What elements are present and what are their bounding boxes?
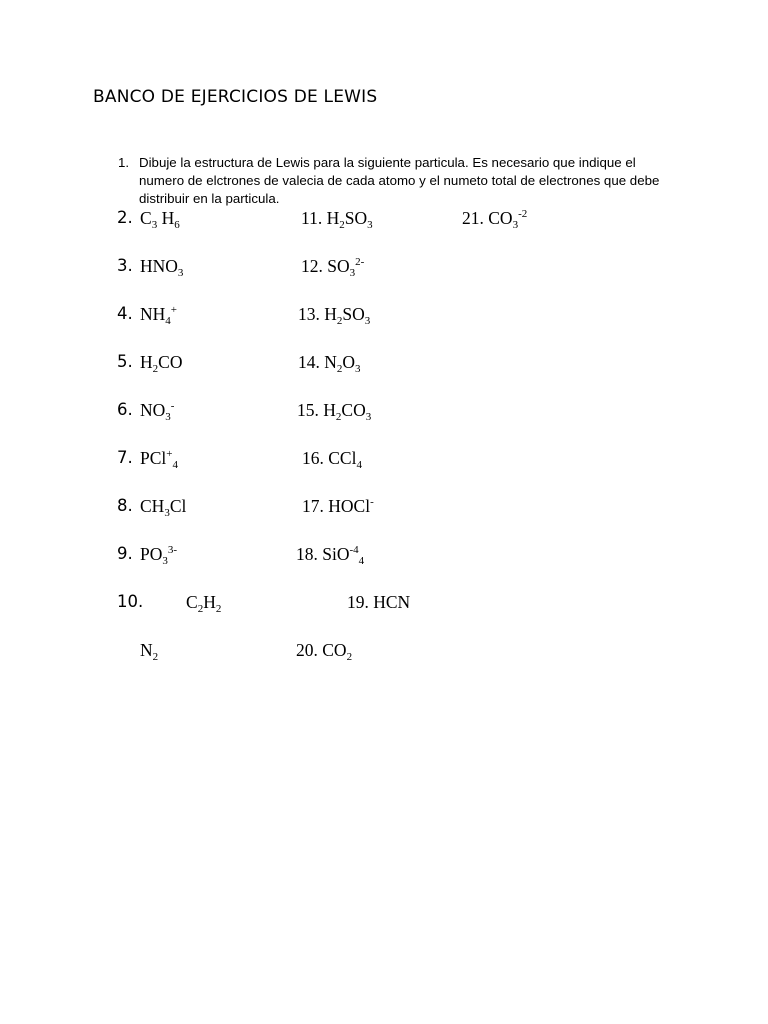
formula: 21. $CO_3^{-2}$ [462, 208, 528, 231]
exercise-number: 5. [117, 352, 133, 371]
exercise-number: 4. [117, 304, 133, 323]
formula: 12. $SO_3^{2-}$ [301, 256, 365, 279]
exercise-number: 8. [117, 496, 133, 515]
exercise-number: 6. [117, 400, 133, 419]
formula: 18. SiO$^{-4}_4$ [296, 544, 365, 567]
formula: 13. $H_2SO_3$ [298, 304, 371, 327]
formula: 14. $N_2O_3$ [298, 352, 361, 375]
formula: 11. $H_2SO_3$ [301, 208, 373, 231]
formula: $HNO_3$ [140, 256, 184, 279]
formula: 19. HCN [347, 592, 411, 612]
formula: $N_2$ [140, 640, 159, 663]
formula: 20. $CO_2$ [296, 640, 353, 663]
formula: 16. CCl$_4$ [302, 448, 362, 471]
formula: $H_2CO$ [140, 352, 183, 375]
formula: $C_3$ $H_6$ [140, 208, 180, 231]
page-title: BANCO DE EJERCICIOS DE LEWIS [93, 87, 378, 107]
formula: $C_2H_2$ [186, 592, 222, 615]
formula: 17. HOCl- [302, 496, 374, 516]
exercise-number: 3. [117, 256, 133, 275]
formula: 15. $H_2CO_3$ [297, 400, 372, 423]
formula: $NH_4^+$ [140, 304, 177, 327]
formula: $NO_3^-$ [140, 400, 175, 423]
exercise-number: 9. [117, 544, 133, 563]
exercise-number: 10. [117, 592, 144, 611]
formula: PCl+$_4$ [140, 448, 178, 471]
instruction-text: Dibuje la estructura de Lewis para la siguiente particula. Es necesario que indique el numero de elctrones de valecia de cada atomo y el numeto total de electrones que debe distribuir en la particula. [139, 155, 660, 206]
formula: $CH_3Cl$ [140, 496, 187, 519]
exercise-number: 7. [117, 448, 133, 467]
exercise-number: 2. [117, 208, 133, 227]
formula: $PO_3^{3-}$ [140, 544, 178, 567]
instruction-number: 1. [118, 155, 130, 170]
